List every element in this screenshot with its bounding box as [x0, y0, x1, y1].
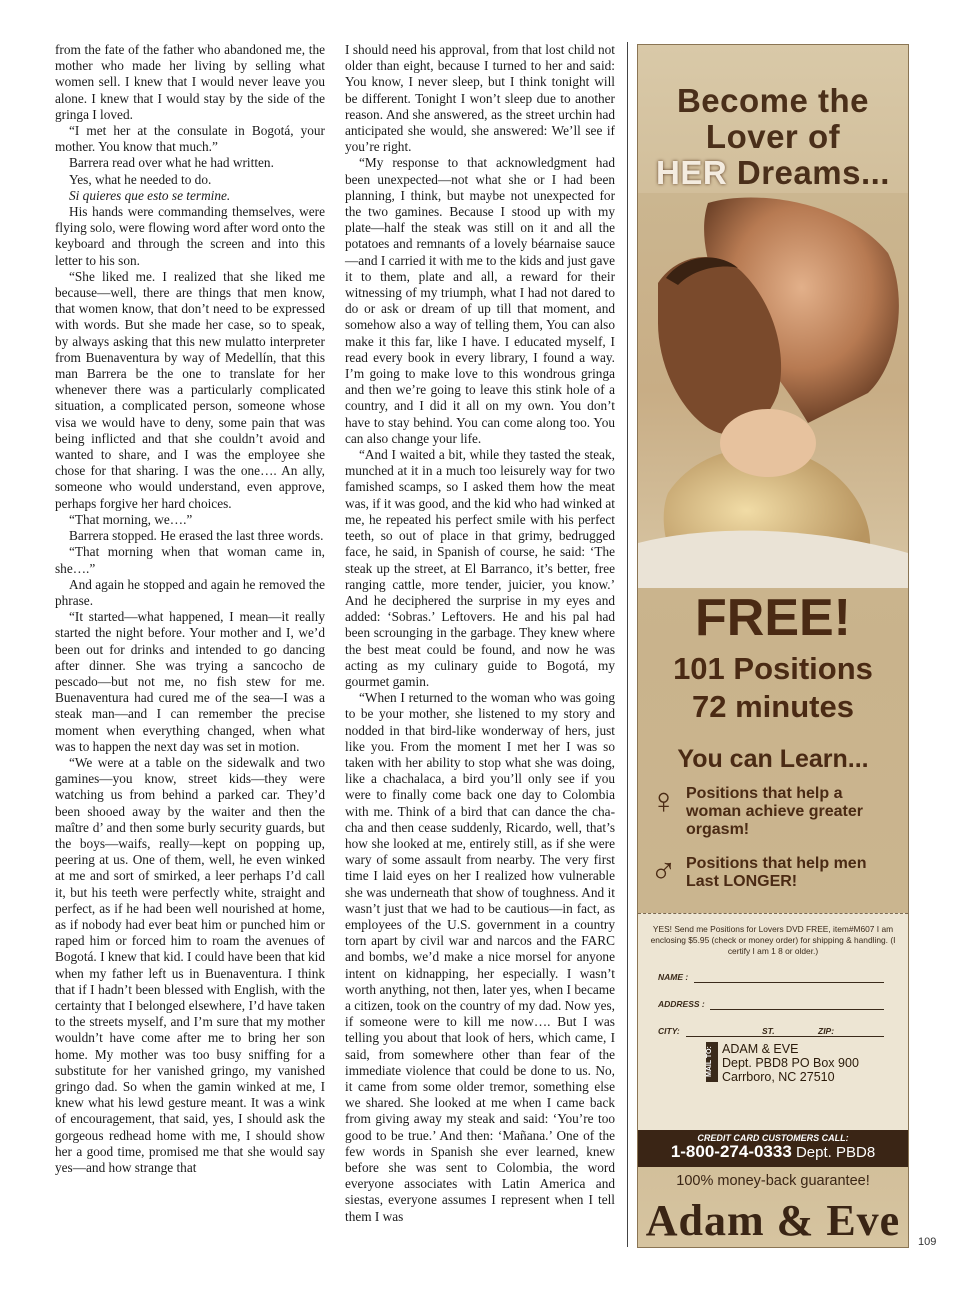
article-paragraph: I should need his approval, from that lost child not older than eight, because I turned to her and said: You know, I never sleep, but I think tonight will be different. Tonight I won’t sleep due to another reason. And she answered, as the street urchin had anticipated she would, she answered: We’ll see if you’re right. — [345, 42, 615, 155]
article-paragraph: Barrera read over what he had written. — [69, 155, 274, 171]
address-po-box: PO Box 900 — [788, 1056, 859, 1070]
ad-bullet-woman — [650, 780, 900, 839]
article-paragraph: “My response to that acknowledgment had been unexpected—not what she or I had been planning, I think, but maybe not unexpected for the two gamines. Because I stood up with my plate—half the steak was still on it and all the potatoes and remnants of a lovely béarnaise sauce—and I carried it with me to the kids and just gave it to them, plate and all, a reward for their witnessing of my triumph, what I had not dared to do or ask or dream of up till that moment, and somehow also a way of telling them, You can also make it this far, like I have. I educated myself, I read every book in every library, I found a way. I’m going to make love to this wondrous gringa and then we’re going to leave this stink hole of a country, and I did it all on my own. You don’t have to stay behind. You can come along too. You can also change your life. — [345, 155, 615, 446]
ad-bullet-men-text: Positions that help men Last LONGER! — [686, 855, 867, 890]
city-st-zip-field[interactable] — [658, 1026, 888, 1036]
name-label: NAME : — [658, 972, 689, 982]
ad-learn-heading: You can Learn... — [677, 745, 869, 773]
mailing-address — [722, 1042, 859, 1084]
ad-headline-line3 — [638, 155, 908, 191]
credit-card-bar — [638, 1130, 908, 1167]
article-paragraph: Si quieres que esto se termine. — [69, 187, 231, 203]
guarantee-text: 100% money-back guarantee! — [676, 1173, 870, 1189]
order-form[interactable] — [638, 913, 908, 1134]
article-paragraph: His hands were commanding themselves, were flying solo, were flowing word after word onto the keyboard and through the screen and into this letter to his son. — [55, 204, 325, 268]
ad-headline — [638, 83, 908, 191]
article-paragraph: “When I returned to the woman who was going to be your mother, she listened to my story and nodded in that bird-like wonderway of hers, just like you. From the moment I met her I was so taken with her ability to stop what she was doing, like a chachalaca, a bird you’ll only see if you were to finally come back one day to Colombia with me. Think of a bird that can dance the cha-cha and then cease suddenly, Ricardo, well, that’s how she looked at me, entirely still, as if she were wary of some assault from nearby. The very first time I laid eyes on her I realized how vulnerable she was underneath that show of toughness. And it wasn’t just that we had to be cautious—in fact, as employees of the U.S. government in a country torn apart by civil war and narcos and the FARC and bombs, we’d make a nice morsel for anyone intent on kidnapping, her especially. I wasn’t worth anything, not then, later yes, when I became a citizen, took on the country of my dad. Now yes, if someone were to kill me now…. But I was telling you about that look of hers, which came, I said, from somewhere other than fear of the immediate violence that could be done to us. No, it came from some older tremor, something else we shared. She looked at me when I came back from giving away my steak and said: ‘You’re too good to be true.’ And then: ‘Mañana.’ One of the few words in Spanish she ever learned, knew before she was sent to Colombia, the word everyone associates with Latin America and siestas, everyone assumes I represent when I tell them I was — [345, 690, 615, 1224]
advertisement[interactable] — [637, 44, 909, 1248]
address-label: ADDRESS : — [658, 999, 705, 1009]
credit-card-label: CREDIT CARD CUSTOMERS CALL: — [697, 1133, 849, 1143]
address-company: ADAM & EVE — [722, 1042, 799, 1056]
article-paragraph: from the fate of the father who abandoned me, the mother who made her living by selling what women sell. I knew that I would never leave you alone. I knew that I would stay by the side of the gringa I loved. — [55, 42, 325, 122]
city-label: CITY: — [658, 1026, 680, 1036]
address-field[interactable] — [658, 999, 888, 1009]
ad-minutes: 72 minutes — [692, 689, 854, 724]
name-field[interactable] — [658, 972, 888, 982]
zip-label: ZIP: — [818, 1026, 835, 1036]
ad-headline-line2: Lover of — [705, 118, 841, 155]
mail-to-label: MAIL TO: — [706, 1042, 718, 1082]
article-paragraph: “She liked me. I realized that she liked me because—well, there are things that men know, that women know, that don’t need to be expressed with words. But she made her case, so to speak, by always asking that this new mulatto interpreter from Buenaventura by way of Medellín, that this man Barrera be the one to translate for her whenever there was a particularly complicated situation, a complicated person, someone whose visa we would have to deny, some pain that was being inflicted and that she couldn’t avoid and wanted to share, and I was the employee she chose for that sharing. I was the one…. An ally, someone who would understand, even approve, perhaps forgive her hard choices. — [55, 268, 325, 511]
phone-dept: Dept. PBD8 — [791, 1144, 876, 1161]
article-paragraph: “We were at a table on the sidewalk and two gamines—you know, street kids—they were watching us from behind a parked car. They’d been shooed away by the waiter and then the maître d’ and then some burly security guards, but the boys—waifs, really—kept on popping up, peering at us. One of them, well, he even winked at me and sort of smirked, a leer perhaps I’d call it, but his teeth were perfectly white, straight and perfect, as if he had been well nourished at home, as if nobody had ever beat him or punched him or raped him or forced him to roam the avenues of Bogotá. I knew that kid. I could have been that kid when my father left us in Buenaventura. I think that if I hadn’t been blessed with English, with the certainty that I belonged elsewhere, I’d have taken to the streets myself, and I’m sure that my mother wouldn’t have come after me to bring her son home. My mother was too busy sniffing for a substitute for her vanished gringo, my vanished gringo dad. So when the gamin winked at me, I knew what his lewd gesture meant. It was a wink of encouragement, that said, yes, I should ask the gorgeous redhead home with me, I should show her a good time, promised me that she would say yes—and how strange that — [55, 754, 325, 1176]
phone-number: 1-800-274-0333 — [670, 1142, 792, 1161]
ad-free-text: FREE! — [695, 589, 851, 647]
ad-bullet-men — [650, 850, 900, 891]
ad-headline-line1: Become the — [676, 82, 870, 119]
ad-headline-her: HER — [656, 154, 728, 191]
page-number: 109 — [918, 1236, 937, 1248]
article-paragraph: “I met her at the consulate in Bogotá, your mother. You know that much.” — [55, 123, 325, 155]
article-column-middle — [345, 42, 615, 1225]
st-label: ST. — [762, 1026, 775, 1036]
address-dept: Dept. PBD8 — [722, 1056, 789, 1070]
article-paragraph: Barrera stopped. He erased the last three words. — [69, 528, 324, 544]
article-column-left — [55, 42, 325, 1176]
column-divider — [627, 42, 628, 1247]
article-paragraph: Yes, what he needed to do. — [69, 171, 212, 187]
female-symbol-icon: ♀ — [650, 780, 677, 821]
male-symbol-icon: ♂ — [650, 850, 677, 891]
article-paragraph: “That morning when that woman came in, she….” — [55, 544, 325, 576]
credit-card-phone[interactable] — [638, 1143, 908, 1162]
article-paragraph: And again he stopped and again he removed the phrase. — [55, 576, 325, 608]
couple-photo — [638, 193, 908, 588]
article-paragraph: “And I waited a bit, while they tasted the steak, munched at it in a much too leisurely way for two famished scamps, so I asked them how the meat was, if it was good, and the kid who had winked at me, he repeated his perfect smile with his perfect teeth, so out of place in that grimy, bedrugged face, he said, in Spanish of course, he said: ‘The steak up the street, at El Barranco, it’s better, free ranging cattle, more tender, juicier, you know.’ And he deciphered the surprise in my eyes and added: ‘Sobras.’ Leftovers. He and his pal had been scrounging in the garbage. They knew where the best meat could be found, and now he was acting as my culinary guide to Bogotá, my gourmet gamin. — [345, 447, 615, 689]
address-city: Carrboro, NC 27510 — [722, 1070, 835, 1084]
ad-bullet-woman-text: Positions that help a woman achieve greater orgasm! — [686, 785, 863, 838]
ad-headline-dreams: Dreams... — [727, 154, 890, 191]
order-form-intro: YES! Send me Positions for Lovers DVD FREE, item#M607 I am enclosing $5.95 (check or money order) for shipping & handling. (I certify I am 1 8 or older.) — [650, 924, 896, 956]
ad-offer — [638, 650, 908, 726]
article-paragraph: “That morning, we….” — [69, 511, 193, 527]
ad-positions-count: 101 Positions — [673, 651, 873, 686]
brand-logo: Adam & Eve — [645, 1196, 901, 1245]
article-paragraph: “It started—what happened, I mean—it really started the night before. Your mother and I, we’d been out for drinks and intended to go dancing after dinner. She was trying a sancocho de pescado—but not me, no fish stew for me. Buenaventura had cured me of the sea—I was a steak man—and I can remember the precise moment when everything changed, when what was to happen the next day was set in motion. — [55, 609, 325, 754]
